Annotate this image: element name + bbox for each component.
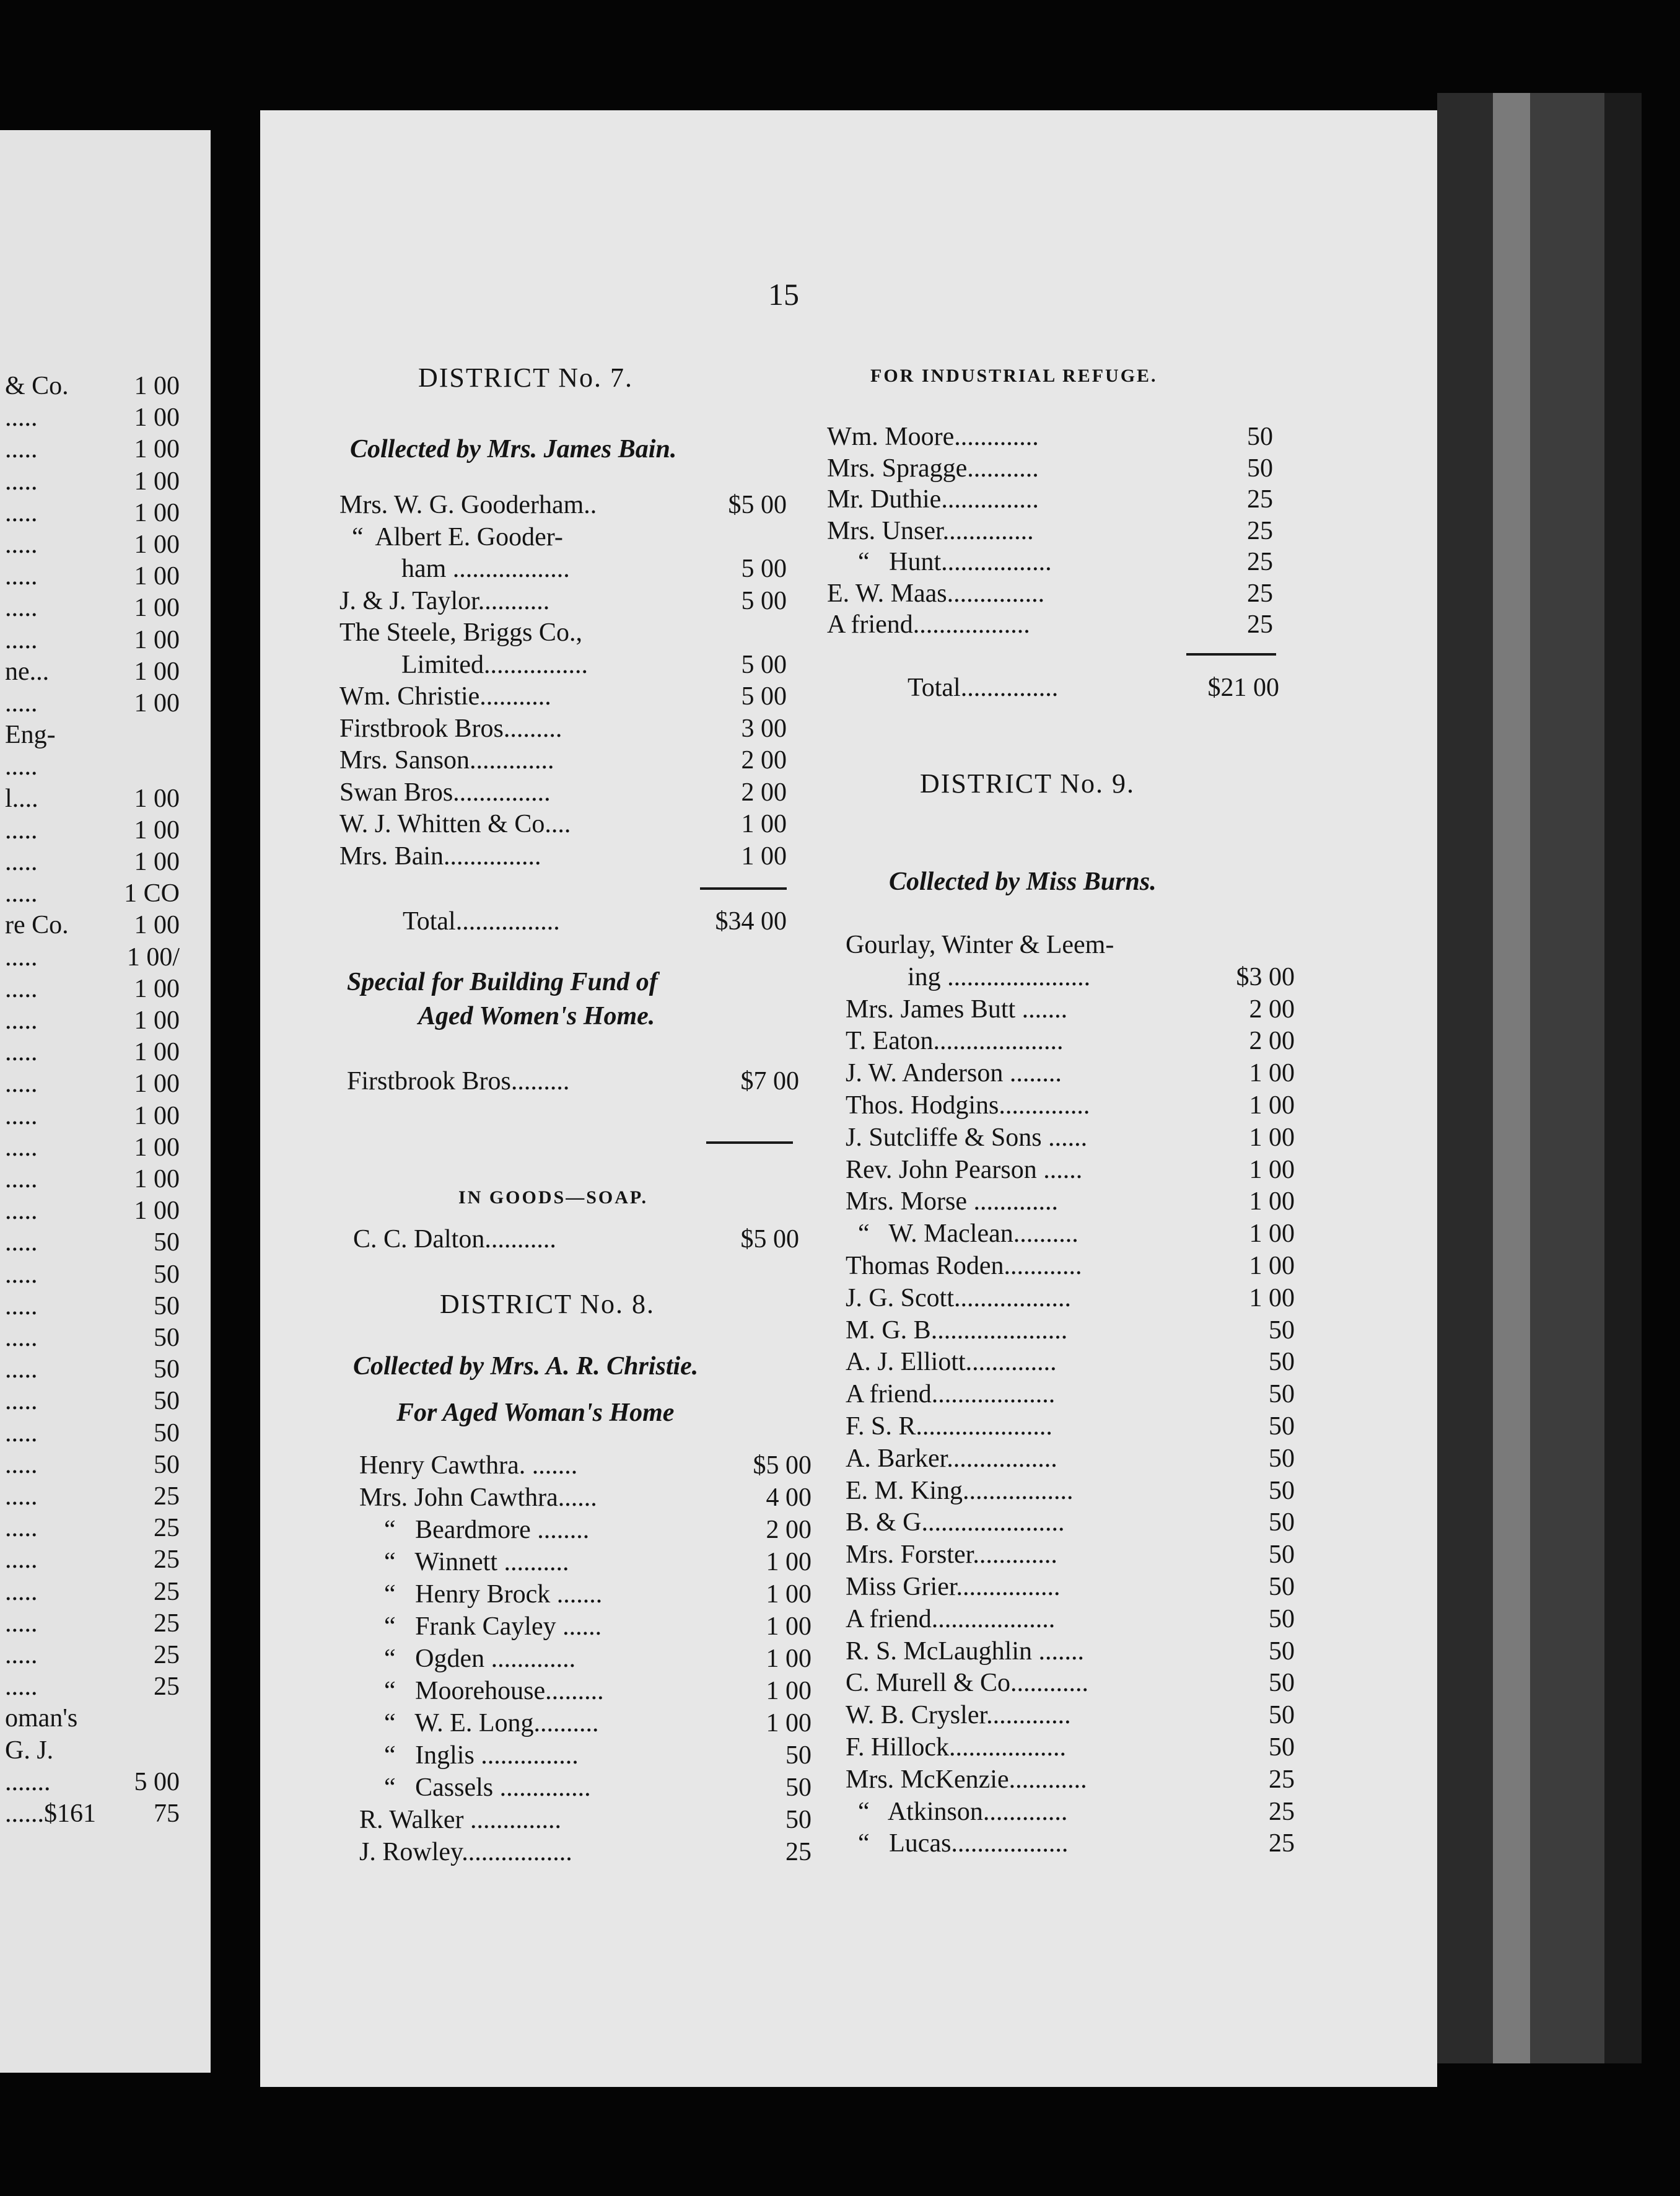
- entry-name: Limited................: [401, 650, 588, 679]
- left-entry-name: ......$161: [5, 1799, 96, 1828]
- entry-amount: 50: [1247, 423, 1273, 451]
- total-rule: [1186, 653, 1276, 656]
- left-entry-amount: 1 00: [134, 689, 180, 718]
- left-entry-amount: 50: [154, 1228, 180, 1257]
- left-entry-amount: 25: [154, 1545, 180, 1575]
- left-entry-name: .....: [5, 403, 38, 433]
- entry-amount: 50: [1269, 1412, 1295, 1441]
- entry-name: J. G. Scott..................: [846, 1283, 1072, 1312]
- entry-amount: 2 00: [1249, 995, 1295, 1024]
- left-entry-name: .....: [5, 1228, 38, 1257]
- entry-amount: 1 00: [1249, 1155, 1295, 1184]
- left-entry-amount: 50: [154, 1450, 180, 1479]
- left-entry-name: .....: [5, 1069, 38, 1099]
- left-entry-name: .....: [5, 1577, 38, 1606]
- left-entry-name: .......: [5, 1767, 51, 1796]
- left-entry-amount: 1 00: [134, 1133, 180, 1162]
- entry-amount: 1 00: [766, 1580, 812, 1609]
- left-entry-amount: 25: [154, 1609, 180, 1638]
- entry-name: Wm. Moore.............: [827, 423, 1039, 451]
- entry-amount: 50: [1269, 1636, 1295, 1666]
- left-entry-amount: 1 00/: [126, 942, 180, 972]
- left-entry-name: .....: [5, 435, 38, 464]
- left-entry-amount: 1 00: [134, 1197, 180, 1226]
- left-entry-amount: 1 CO: [124, 879, 180, 908]
- left-entry-name: .....: [5, 1038, 38, 1067]
- entry-name: J. & J. Taylor...........: [339, 586, 550, 615]
- entry-amount: 50: [785, 1773, 812, 1802]
- entry-name: A. Barker.................: [846, 1444, 1057, 1473]
- entry-amount: 50: [1269, 1701, 1295, 1730]
- entry-amount: 2 00: [1249, 1027, 1295, 1056]
- page-edge: [1437, 93, 1493, 2063]
- entry-amount: 25: [1247, 516, 1273, 545]
- entry-name: “ Lucas..................: [858, 1829, 1069, 1858]
- entry-name: Mrs. McKenzie............: [846, 1765, 1087, 1794]
- entry-name: C. Murell & Co............: [846, 1669, 1089, 1698]
- entry-name: “ W. E. Long..........: [384, 1709, 599, 1737]
- district7-total-label: Total................: [403, 907, 560, 936]
- entry-name: F. S. R.....................: [846, 1412, 1052, 1441]
- entry-name: Mrs. John Cawthra......: [359, 1483, 597, 1512]
- entry-name: F. Hillock..................: [846, 1733, 1066, 1762]
- left-entry-name: .....: [5, 1006, 38, 1035]
- entry-name: Mrs. W. G. Gooderham..: [339, 491, 597, 519]
- left-entry-amount: 25: [154, 1482, 180, 1511]
- left-entry-amount: 1 00: [134, 657, 180, 686]
- entry-name: Thos. Hodgins..............: [846, 1091, 1090, 1120]
- entry-amount: 5 00: [741, 650, 787, 679]
- left-entry-name: .....: [5, 1101, 38, 1130]
- entry-name: R. Walker ..............: [359, 1806, 561, 1834]
- left-entry-amount: 1 00: [134, 911, 180, 940]
- section-rule: [706, 1141, 793, 1144]
- entry-name: Henry Cawthra. .......: [359, 1451, 578, 1480]
- special-fund-name: Firstbrook Bros.........: [347, 1067, 570, 1096]
- entry-name: Swan Bros...............: [339, 778, 551, 807]
- entry-amount: 50: [1269, 1380, 1295, 1409]
- entry-name: Mrs. Morse .............: [846, 1187, 1058, 1216]
- district8-subtitle: For Aged Woman's Home: [396, 1399, 675, 1427]
- entry-amount: $3 00: [1236, 962, 1295, 991]
- refuge-total: $21 00: [1207, 674, 1279, 702]
- left-entry-name: .....: [5, 752, 38, 781]
- entry-name: Rev. John Pearson ......: [846, 1155, 1083, 1184]
- left-entry-amount: 1 00: [134, 1006, 180, 1035]
- entry-name: A friend...................: [846, 1380, 1056, 1409]
- entry-amount: 2 00: [766, 1516, 812, 1544]
- left-entry-name: .....: [5, 594, 38, 623]
- district8-collector: Collected by Mrs. A. R. Christie.: [353, 1352, 699, 1381]
- left-entry-amount: 25: [154, 1641, 180, 1669]
- entry-amount: 5 00: [741, 586, 787, 615]
- left-entry-amount: 1 00: [134, 498, 180, 527]
- left-entry-amount: 1 00: [134, 625, 180, 654]
- entry-name: W. B. Crysler.............: [846, 1701, 1071, 1730]
- entry-name: “ Hunt.................: [858, 548, 1052, 576]
- entry-amount: 5 00: [741, 555, 787, 583]
- entry-name: Mr. Duthie...............: [827, 485, 1039, 514]
- district7-title: DISTRICT No. 7.: [418, 362, 633, 393]
- entry-name: Mrs. Sanson.............: [339, 746, 554, 775]
- goods-name: C. C. Dalton...........: [353, 1225, 556, 1254]
- entry-amount: 50: [1269, 1573, 1295, 1601]
- left-entry-amount: 1 00: [134, 403, 180, 433]
- entry-amount: 1 00: [741, 810, 787, 838]
- entry-amount: 25: [1247, 548, 1273, 576]
- left-entry-amount: 1 00: [134, 815, 180, 845]
- district7-collector: Collected by Mrs. James Bain.: [350, 435, 677, 463]
- entry-name: Thomas Roden............: [846, 1252, 1082, 1280]
- entry-name: Mrs. Spragge...........: [827, 454, 1039, 483]
- left-entry-name: .....: [5, 879, 38, 908]
- left-entry-name: .....: [5, 1545, 38, 1575]
- left-entry-name: re Co.: [5, 911, 69, 940]
- left-entry-name: .....: [5, 467, 38, 496]
- refuge-title: FOR INDUSTRIAL REFUGE.: [870, 366, 1158, 386]
- left-entry-amount: 1 00: [134, 1101, 180, 1130]
- left-entry-name: .....: [5, 1355, 38, 1384]
- district9-collector: Collected by Miss Burns.: [889, 867, 1157, 896]
- entry-name: Wm. Christie...........: [339, 682, 551, 711]
- entry-amount: 50: [1269, 1508, 1295, 1537]
- left-entry-name: .....: [5, 815, 38, 845]
- entry-name: “ Cassels ..............: [384, 1773, 591, 1802]
- entry-amount: 50: [785, 1741, 812, 1770]
- entry-amount: 1 00: [1249, 1252, 1295, 1280]
- entry-amount: 25: [1269, 1797, 1295, 1826]
- page-edge: [1530, 93, 1604, 2063]
- district9-title: DISTRICT No. 9.: [920, 768, 1135, 799]
- left-entry-name: .....: [5, 1324, 38, 1352]
- entry-amount: 4 00: [766, 1483, 812, 1512]
- entry-name: “ Inglis ...............: [384, 1741, 579, 1770]
- entry-amount: 1 00: [1249, 1187, 1295, 1216]
- entry-amount: 50: [1269, 1604, 1295, 1633]
- entry-amount: 25: [785, 1838, 812, 1866]
- left-entry-name: .....: [5, 1482, 38, 1511]
- entry-name: Mrs. Unser..............: [827, 516, 1034, 545]
- left-entry-amount: 25: [154, 1577, 180, 1606]
- entry-amount: 5 00: [741, 682, 787, 711]
- left-entry-amount: 1 00: [134, 974, 180, 1003]
- left-entry-amount: 1 00: [134, 530, 180, 559]
- entry-name: Mrs. Bain...............: [339, 841, 541, 871]
- entry-name: “ Frank Cayley ......: [384, 1612, 602, 1641]
- left-entry-name: Eng-: [5, 721, 56, 750]
- entry-name: Miss Grier................: [846, 1573, 1061, 1601]
- refuge-total-label: Total...............: [908, 674, 1059, 702]
- left-entry-name: oman's: [5, 1704, 78, 1733]
- left-entry-name: .....: [5, 1387, 38, 1416]
- entry-amount: 50: [785, 1806, 812, 1834]
- entry-name: J. Rowley.................: [359, 1838, 572, 1866]
- entry-amount: 2 00: [741, 746, 787, 775]
- entry-name: A friend..................: [827, 610, 1030, 639]
- page-edge: [1604, 93, 1642, 2063]
- left-entry-name: .....: [5, 1672, 38, 1702]
- left-entry-amount: 1 00: [134, 848, 180, 876]
- entry-name: “ Atkinson.............: [858, 1797, 1068, 1826]
- left-entry-amount: 1 00: [134, 784, 180, 813]
- left-entry-name: l....: [5, 784, 38, 813]
- entry-name: A. J. Elliott..............: [846, 1348, 1057, 1377]
- entry-amount: 1 00: [766, 1612, 812, 1641]
- left-entry-name: G. J.: [5, 1736, 54, 1765]
- left-entry-name: .....: [5, 1641, 38, 1669]
- district8-title: DISTRICT No. 8.: [440, 1289, 655, 1319]
- left-entry-amount: 50: [154, 1260, 180, 1289]
- entry-name: B. & G......................: [846, 1508, 1065, 1537]
- entry-amount: 1 00: [766, 1548, 812, 1576]
- entry-amount: 25: [1247, 579, 1273, 608]
- left-entry-amount: 50: [154, 1387, 180, 1416]
- entry-name: “ Winnett ..........: [384, 1548, 569, 1576]
- left-entry-name: & Co.: [5, 372, 69, 400]
- entry-amount: 1 00: [741, 841, 787, 871]
- left-entry-amount: 1 00: [134, 562, 180, 591]
- entry-amount: 50: [1269, 1444, 1295, 1473]
- entry-amount: 1 00: [1249, 1091, 1295, 1120]
- entry-name: ing ......................: [908, 962, 1091, 991]
- entry-name: “ Ogden .............: [384, 1645, 576, 1673]
- entry-amount: $5 00: [753, 1451, 812, 1480]
- left-entry-amount: 1 00: [134, 1069, 180, 1099]
- entry-name: Mrs. Forster.............: [846, 1540, 1057, 1570]
- left-entry-name: ne...: [5, 657, 50, 686]
- left-entry-amount: 50: [154, 1355, 180, 1384]
- left-entry-amount: 1 00: [134, 1165, 180, 1193]
- entry-name: R. S. McLaughlin .......: [846, 1636, 1084, 1666]
- left-entry-amount: 50: [154, 1418, 180, 1447]
- left-entry-name: .....: [5, 689, 38, 718]
- entry-amount: 50: [1269, 1476, 1295, 1505]
- entry-amount: 1 00: [1249, 1123, 1295, 1152]
- entry-amount: $5 00: [728, 491, 787, 519]
- entry-name: Gourlay, Winter & Leem-: [846, 931, 1114, 959]
- left-entry-name: .....: [5, 1450, 38, 1479]
- left-entry-amount: 1 00: [134, 372, 180, 400]
- left-entry-amount: 50: [154, 1324, 180, 1352]
- entry-name: J. W. Anderson ........: [846, 1059, 1062, 1088]
- entry-name: Firstbrook Bros.........: [339, 714, 562, 743]
- entry-amount: 1 00: [1249, 1059, 1295, 1088]
- entry-name: “ Beardmore ........: [384, 1516, 590, 1544]
- entry-name: A friend...................: [846, 1604, 1056, 1633]
- entry-amount: 1 00: [1249, 1219, 1295, 1249]
- entry-name: The Steele, Briggs Co.,: [339, 618, 582, 647]
- entry-amount: 50: [1247, 454, 1273, 483]
- entry-amount: 2 00: [741, 778, 787, 807]
- left-entry-name: .....: [5, 530, 38, 559]
- left-entry-amount: 25: [154, 1514, 180, 1543]
- left-entry-name: .....: [5, 1133, 38, 1162]
- goods-title: IN GOODS—SOAP.: [458, 1187, 648, 1208]
- left-entry-amount: 1 00: [134, 1038, 180, 1067]
- entry-amount: 25: [1247, 485, 1273, 514]
- entry-amount: 1 00: [766, 1709, 812, 1737]
- entry-amount: 50: [1269, 1540, 1295, 1570]
- entry-name: ham ..................: [401, 555, 570, 583]
- entry-amount: 1 00: [766, 1677, 812, 1705]
- left-entry-amount: 1 00: [134, 467, 180, 496]
- entry-amount: 25: [1269, 1829, 1295, 1858]
- left-entry-name: .....: [5, 1291, 38, 1320]
- left-entry-name: .....: [5, 942, 38, 972]
- left-entry-name: .....: [5, 1514, 38, 1543]
- left-entry-name: .....: [5, 498, 38, 527]
- page-number: 15: [768, 277, 799, 312]
- left-entry-name: .....: [5, 1197, 38, 1226]
- special-fund-line2: Aged Women's Home.: [418, 1002, 655, 1030]
- entry-name: Mrs. James Butt .......: [846, 995, 1068, 1024]
- left-entry-amount: 1 00: [134, 594, 180, 623]
- left-entry-amount: 5 00: [134, 1767, 180, 1796]
- entry-name: W. J. Whitten & Co....: [339, 810, 571, 838]
- left-entry-amount: 75: [154, 1799, 180, 1828]
- left-entry-name: .....: [5, 625, 38, 654]
- entry-name: E. W. Maas...............: [827, 579, 1045, 608]
- entry-amount: 25: [1247, 610, 1273, 639]
- entry-amount: 1 00: [1249, 1283, 1295, 1312]
- entry-amount: 50: [1269, 1348, 1295, 1377]
- left-entry-name: .....: [5, 1260, 38, 1289]
- entry-name: E. M. King.................: [846, 1476, 1074, 1505]
- left-entry-name: .....: [5, 1165, 38, 1193]
- total-rule: [700, 887, 787, 890]
- entry-name: “ Albert E. Gooder-: [352, 522, 563, 551]
- entry-amount: 50: [1269, 1315, 1295, 1345]
- district7-total: $34 00: [715, 907, 787, 936]
- left-entry-name: .....: [5, 562, 38, 591]
- left-entry-name: .....: [5, 1609, 38, 1638]
- left-entry-name: .....: [5, 848, 38, 876]
- entry-name: “ Moorehouse.........: [384, 1677, 604, 1705]
- page-edge: [1493, 93, 1530, 2063]
- entry-name: T. Eaton....................: [846, 1027, 1064, 1056]
- entry-name: J. Sutcliffe & Sons ......: [846, 1123, 1088, 1152]
- entry-amount: 25: [1269, 1765, 1295, 1794]
- goods-amount: $5 00: [740, 1225, 799, 1254]
- special-fund-amount: $7 00: [740, 1067, 799, 1096]
- entry-amount: 50: [1269, 1733, 1295, 1762]
- left-entry-name: .....: [5, 974, 38, 1003]
- entry-amount: 50: [1269, 1669, 1295, 1698]
- entry-amount: 3 00: [741, 714, 787, 743]
- left-entry-amount: 1 00: [134, 435, 180, 464]
- left-entry-name: .....: [5, 1418, 38, 1447]
- entry-amount: 1 00: [766, 1645, 812, 1673]
- entry-name: “ W. Maclean..........: [858, 1219, 1078, 1249]
- left-entry-amount: 50: [154, 1291, 180, 1320]
- left-entry-amount: 25: [154, 1672, 180, 1702]
- special-fund-line1: Special for Building Fund of: [347, 968, 658, 996]
- entry-name: “ Henry Brock .......: [384, 1580, 603, 1609]
- entry-name: M. G. B.....................: [846, 1315, 1068, 1345]
